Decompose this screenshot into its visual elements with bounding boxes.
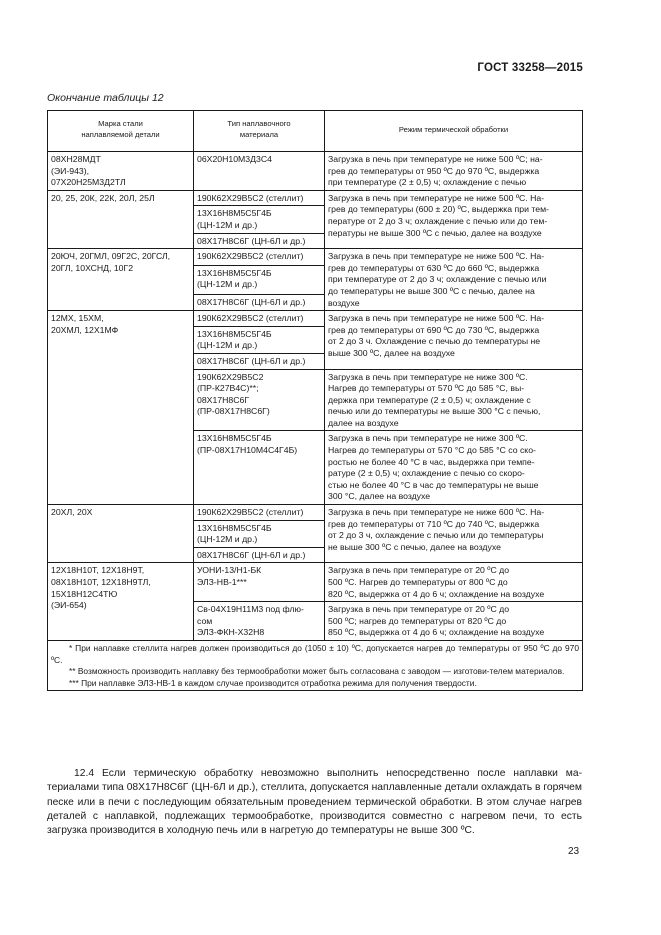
material-cell [194,505,325,521]
cell-line: Загрузка в печь при температуре от 20 ºС до [328,565,510,576]
cell-line: грев до температуры от 950 ºС до 970 ºС, выдержка [328,165,540,176]
table-row [48,563,583,602]
cell-line: пературе от 2 до 3 ч; охлаждение с печью или до тем- [328,215,548,226]
cell-line: (ЭИ-654) [51,600,87,611]
material-cell [194,353,325,369]
cell-line: Загрузка в печь при температуре не ниже 600 ºС. На- [328,507,545,518]
steel-grade-cell [48,505,194,563]
material-cell [194,520,325,547]
cell-line: Св-04Х19Н11М3 под флю- [197,604,304,615]
table-body [48,111,583,691]
table-row [48,249,583,266]
cell-line: Режим термической обработки [398,124,509,134]
material-cell [194,326,325,353]
steel-grade-cell [48,190,194,248]
cell-line: ЭЛЗ-ФКН-Х32Н8 [197,627,265,638]
page-number: 23 [568,846,580,857]
cell-line: 190К62Х29В5С2 (стеллит) [197,251,304,262]
steel-grade-cell [48,249,194,311]
standard-designation: ГОСТ 33258—2015 [477,62,583,74]
treatment-mode-cell [325,602,583,641]
cell-line: материала [239,130,279,139]
cell-line: 190К62Х29В5С2 (стеллит) [197,192,304,203]
cell-line: Загрузка в печь при температуре не ниже 500 ºС. На- [328,313,545,324]
cell-line: (ПР-08Х17Н10М4С4Г4Б) [197,445,298,456]
table-caption: Окончание таблицы 12 [47,92,164,104]
cell-line: 13Х16Н8М5С5Г4Б [197,433,272,444]
cell-line: пературы не выше 300 ºС с печью, далее на воздухе [328,227,542,238]
material-cell [194,152,325,191]
material-cell [194,602,325,641]
material-cell [194,547,325,563]
cell-line: Загрузка в печь при температуре не ниже 500 ºС. На- [328,192,545,203]
cell-line: 300 °С, далее на воздухе [328,491,431,502]
material-cell [194,369,325,431]
material-cell [194,265,325,294]
cell-line: Загрузка в печь при температуре не ниже 300 ºС. [328,371,528,382]
cell-line: от 2 до 3 ч. Охлаждение с печью до температуры не [328,336,541,347]
treatment-mode-cell [325,249,583,311]
cell-line: воздухе [328,297,360,308]
heat-treatment-table [47,110,583,691]
cell-line: 500 ºС. Нагрев до температуры от 800 ºС до [328,577,508,587]
table-row [48,311,583,327]
cell-line: (ЦН-12М и др.) [197,534,258,545]
treatment-mode-cell [325,563,583,602]
material-cell [194,431,325,505]
cell-line: не выше 300 ºС с печью, далее на воздухе [328,541,501,552]
cell-line: при температуре от 2 до 3 ч; охлаждение с печью или [328,274,547,285]
cell-line: 08Х17Н8С6Г (ЦН-6Л и др.) [197,235,306,246]
footnote: *** При наплавке ЭЛЗ-НВ-1 в каждом случае производится отработка режима для получения твердости. [69,677,477,688]
cell-line: держка при температуре (2 ± 0,5) ч; охлаждение с [328,394,531,405]
cell-line: 20ХМЛ, 12Х1МФ [51,324,119,335]
column-header-material [194,111,325,152]
footnote: * При наплавке стеллита нагрев должен производиться до (1050 ± 10) ºС, допускается нагрев до температуры от 950 ºС до 970 ºС. [51,642,579,665]
cell-line: Марка стали [98,119,143,128]
footnote: ** Возможность производить наплавку без термообработки может быть согласована с заводом — изготови-телем материалов. [69,666,565,677]
treatment-mode-cell [325,311,583,369]
material-cell [194,311,325,327]
cell-line: 08Х17Н8С6Г (ЦН-6Л и др.) [197,296,306,307]
cell-line: от 2 до 3 ч, охлаждение с печью или до температуры [328,530,544,541]
cell-line: до температуры не выше 300 ºС с печью, далее на [328,285,535,296]
column-header-steel [48,111,194,152]
cell-line: ростью не более 40 °С в час, выдержка при темпе- [328,456,535,467]
cell-line: (ПР-К27В4С)**; [197,383,259,394]
cell-line: сом [197,615,213,626]
cell-line: 820 ºС, выдержка от 4 до 6 ч; охлаждение на воздухе [328,588,545,599]
cell-line: 12МХ, 15ХМ, [51,313,104,324]
cell-line: 20, 25, 20К, 22К, 20Л, 25Л [51,192,155,203]
steel-grade-cell [48,563,194,641]
material-cell [194,563,325,602]
cell-line: (ЦН-12М и др.) [197,279,258,290]
cell-line: 13Х16Н8М5С5Г4Б [197,522,272,533]
cell-line: 08Х17Н8С6Г (ЦН-6Л и др.) [197,355,306,366]
cell-line: 08Х18Н10Т, 12Х18Н9ТЛ, [51,577,151,587]
cell-line: грев до температуры от 690 ºС до 730 ºС, выдержка [328,324,540,335]
material-cell [194,294,325,311]
cell-line: 08ХН28МДТ [51,154,101,164]
cell-line: 20ГЛ, 10ХСНД, 10Г2 [51,262,134,273]
cell-line: 20ЮЧ, 20ГМЛ, 09Г2С, 20ГСЛ, [51,251,171,262]
cell-line: Нагрев до температуры от 570 ºС до 585 °С, вы- [328,383,525,394]
cell-line: печью или до температуры не выше 300 °С с печью, [328,406,541,417]
cell-line: ратуре (2 ± 0,5) ч; охлаждение с печью со скоро- [328,468,525,479]
cell-line: 06Х20Н10М3Д3С4 [197,154,272,164]
cell-line: 08Х17Н8С6Г (ЦН-6Л и др.) [197,549,306,560]
cell-line: далее на воздухе [328,417,399,428]
table-row [48,152,583,191]
steel-grade-cell [48,311,194,505]
cell-line: 190К62Х29В5С2 (стеллит) [197,313,304,324]
material-cell [194,206,325,233]
table-row [48,505,583,521]
cell-line: 07Х20Н25М3Д2ТЛ [51,177,126,188]
cell-line: 20ХЛ, 20Х [51,507,93,518]
cell-line: 190К62Х29В5С2 [197,371,264,382]
cell-line: 13Х16Н8М5С5Г4Б [197,328,272,339]
cell-line: Загрузка в печь при температуре от 20 ºС до [328,604,510,615]
table-notes-row [48,640,583,690]
cell-line: Загрузка в печь при температуре не ниже 300 ºС. [328,433,528,444]
cell-line: (ПР-08Х17Н8С6Г) [197,406,270,417]
cell-line: стью не более 40 °С в час до температуры не выше [328,479,539,490]
cell-line: Загрузка в печь при температуре не ниже 500 ºС. На- [328,251,545,262]
cell-line: (ЦН-12М и др.) [197,340,258,351]
material-cell [194,249,325,266]
treatment-mode-cell [325,152,583,191]
cell-line: Тип наплавочного [227,119,291,128]
cell-line: 08Х17Н8С6Г [197,394,250,405]
table-header-row [48,111,583,152]
cell-line: УОНИ-13/Н1-БК [197,565,262,576]
cell-line: 15Х18Н12С4ТЮ [51,588,118,599]
material-cell [194,190,325,206]
cell-line: 12Х18Н10Т, 12Х18Н9Т, [51,565,145,576]
steel-grade-cell [48,152,194,191]
cell-line: Нагрев до температуры от 570 °С до 585 °С со ско- [328,445,536,456]
cell-line: 850 ºС, выдержка от 4 до 6 ч; охлаждение на воздухе [328,627,545,638]
cell-line: грев до температуры (600 ± 20) ºС, выдержка при тем- [328,204,549,215]
cell-line: при температуре (2 ± 0,5) ч; охлаждение с печью [328,177,527,188]
cell-line: грев до температуры от 710 ºС до 740 ºС, выдержка [328,518,540,529]
cell-line: выше 300 ºС, далее на воздухе [328,347,455,358]
cell-line: 13Х16Н8М5С5Г4Б [197,267,272,278]
treatment-mode-cell [325,431,583,505]
cell-line: ЭЛЗ-НВ-1*** [197,577,247,587]
table-footnotes [48,640,583,690]
clause-12-4: 12.4 Если термическую обработку невозможно выполнить непосредственно после наплавки ма-териалами типа 08Х17Н8С6Г (ЦН-6Л и др.), стеллита, допускается наплавленные детали охлаждать в горячем песке или в печи с последующим обязательным проведением термической обработки. В этом случае нагрев деталей с наплавкой, подлежащих термообработке, производится совместно с нагревом печи, то есть загрузка производится в холодную печь или в нагретую до температуры не выше 300 ºС. [47,768,582,837]
cell-line: (ЦН-12М и др.) [197,219,258,230]
treatment-mode-cell [325,369,583,431]
material-cell [194,233,325,249]
treatment-mode-cell [325,190,583,248]
cell-line: грев до температуры от 630 ºС до 660 ºС, выдержка [328,262,540,273]
cell-line: Загрузка в печь при температуре не ниже 500 ºС; на- [328,154,543,164]
cell-line: (ЭИ-943), [51,165,90,176]
cell-line: 190К62Х29В5С2 (стеллит) [197,507,304,518]
table-row [48,190,583,206]
cell-line: 13Х16Н8М5С5Г4Б [197,208,272,219]
treatment-mode-cell [325,505,583,563]
column-header-mode [325,111,583,152]
cell-line: 500 ºС; нагрев до температуры от 820 ºС до [328,615,507,626]
cell-line: наплавляемой детали [81,130,160,139]
